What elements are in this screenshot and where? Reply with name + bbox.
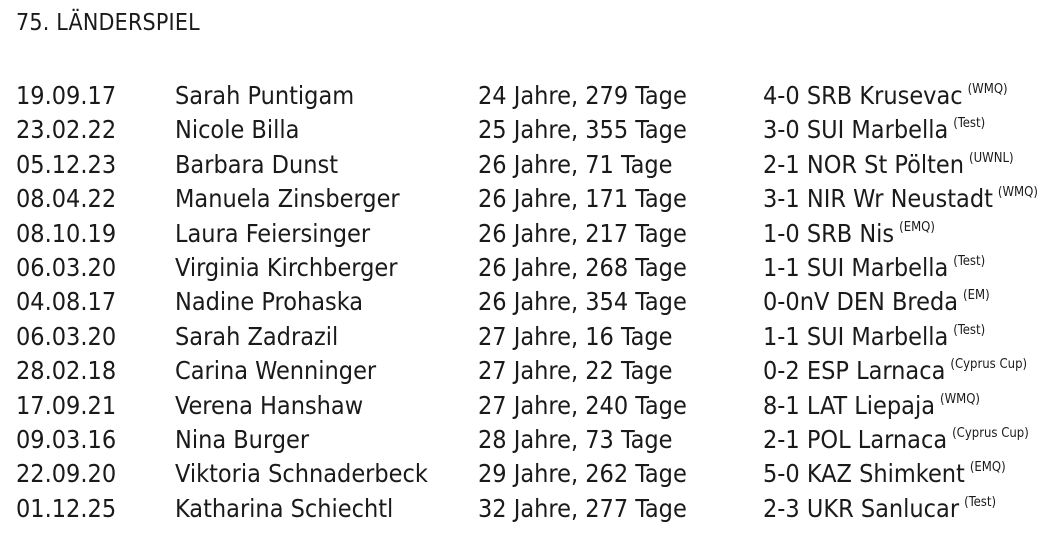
debut-date: 22.09.20 — [16, 459, 117, 489]
match-score-venue: 2-1 NOR St Pölten — [763, 149, 964, 179]
player-age: 29 Jahre, 262 Tage — [478, 459, 687, 489]
debut-date: 05.12.23 — [16, 149, 117, 179]
player-name: Carina Wenninger — [175, 356, 377, 386]
match-result — [763, 182, 1038, 216]
player-age: 28 Jahre, 73 Tage — [478, 424, 673, 454]
table-row — [0, 354, 1028, 388]
match-result — [763, 113, 985, 147]
player-name: Nadine Prohaska — [175, 287, 364, 317]
debut-date: 08.10.19 — [16, 218, 117, 248]
match-result — [763, 217, 935, 251]
player-age: 26 Jahre, 268 Tage — [478, 252, 687, 282]
match-score-venue: 1-0 SRB Nis — [763, 218, 895, 248]
match-score-venue: 0-0nV DEN Breda — [763, 287, 959, 317]
match-score-venue: 3-0 SUI Marbella — [763, 115, 949, 145]
competition-note: (EMQ) — [969, 460, 1006, 476]
player-name: Viktoria Schnaderbeck — [175, 459, 428, 489]
player-name: Nina Burger — [175, 424, 310, 454]
milestone-table — [0, 79, 1038, 526]
player-age: 26 Jahre, 354 Tage — [478, 287, 687, 317]
competition-note: (Test) — [953, 322, 986, 338]
match-score-venue: 0-2 ESP Larnaca — [763, 356, 946, 386]
match-score-venue: 3-1 NIR Wr Neustadt — [763, 184, 993, 214]
table-row — [0, 423, 1029, 457]
player-age: 32 Jahre, 277 Tage — [478, 493, 687, 523]
competition-note: (WMQ) — [997, 185, 1038, 201]
match-score-venue: 8-1 LAT Liepaja — [763, 390, 935, 420]
player-name: Nicole Billa — [175, 115, 300, 145]
debut-date: 28.02.18 — [16, 356, 117, 386]
table-row — [0, 285, 1024, 319]
player-age: 26 Jahre, 71 Tage — [478, 149, 673, 179]
player-name: Manuela Zinsberger — [175, 184, 400, 214]
table-row — [0, 217, 1024, 251]
player-name: Barbara Dunst — [175, 149, 339, 179]
match-result — [763, 79, 1008, 113]
player-age: 24 Jahre, 279 Tage — [478, 81, 687, 110]
competition-note: (WMQ) — [940, 391, 980, 407]
player-name: Katharina Schiechtl — [175, 493, 394, 523]
match-result — [763, 423, 1029, 457]
match-result — [763, 457, 1006, 491]
match-score-venue: 1-1 SUI Marbella — [763, 321, 949, 351]
match-result — [763, 251, 985, 285]
table-row — [0, 148, 1024, 182]
match-result — [763, 285, 990, 319]
debut-date: 01.12.25 — [16, 493, 117, 523]
debut-date: 17.09.21 — [16, 390, 117, 420]
table-row — [0, 320, 1024, 354]
player-age: 25 Jahre, 355 Tage — [478, 115, 687, 145]
table-row — [0, 457, 1024, 491]
debut-date: 09.03.16 — [16, 424, 117, 454]
table-row — [0, 182, 1038, 216]
competition-note: (Test) — [953, 116, 986, 132]
debut-date: 04.08.17 — [16, 287, 117, 317]
match-score-venue: 2-1 POL Larnaca — [763, 424, 948, 454]
player-name: Sarah Zadrazil — [175, 321, 339, 351]
match-result — [763, 148, 1014, 182]
debut-date: 06.03.20 — [16, 321, 117, 351]
table-row — [0, 389, 1024, 423]
competition-note: (WMQ) — [967, 82, 1008, 97]
player-name: Virginia Kirchberger — [175, 252, 398, 282]
competition-note: (Test) — [953, 253, 986, 269]
match-result — [763, 320, 985, 354]
competition-note: (Cyprus Cup) — [952, 425, 1029, 441]
player-age: 27 Jahre, 16 Tage — [478, 321, 673, 351]
player-age: 26 Jahre, 217 Tage — [478, 218, 687, 248]
competition-note: (Cyprus Cup) — [950, 357, 1028, 373]
match-score-venue: 2-3 UKR Sanlucar — [763, 493, 960, 523]
match-result — [763, 354, 1027, 388]
player-age: 27 Jahre, 22 Tage — [478, 356, 673, 386]
player-name: Sarah Puntigam — [175, 81, 355, 110]
page-title: 75. LÄNDERSPIEL — [16, 10, 200, 36]
competition-note: (EMQ) — [899, 219, 935, 235]
table-row — [0, 251, 1024, 285]
match-result — [763, 492, 996, 526]
match-score-venue: 4-0 SRB Krusevac — [763, 81, 963, 110]
player-age: 26 Jahre, 171 Tage — [478, 184, 687, 214]
match-score-venue: 5-0 KAZ Shimkent — [763, 459, 965, 489]
debut-date: 08.04.22 — [16, 184, 117, 214]
table-row — [0, 79, 1024, 113]
player-name: Laura Feiersinger — [175, 218, 371, 248]
player-name: Verena Hanshaw — [175, 390, 364, 420]
match-result — [763, 389, 980, 423]
table-row — [0, 113, 1024, 147]
player-age: 27 Jahre, 240 Tage — [478, 390, 687, 420]
competition-note: (EM) — [963, 288, 990, 304]
competition-note: (Test) — [964, 494, 997, 510]
competition-note: (UWNL) — [969, 150, 1014, 166]
debut-date: 23.02.22 — [16, 115, 117, 145]
match-score-venue: 1-1 SUI Marbella — [763, 252, 949, 282]
table-row — [0, 492, 1024, 526]
debut-date: 06.03.20 — [16, 252, 117, 282]
debut-date: 19.09.17 — [16, 81, 117, 110]
